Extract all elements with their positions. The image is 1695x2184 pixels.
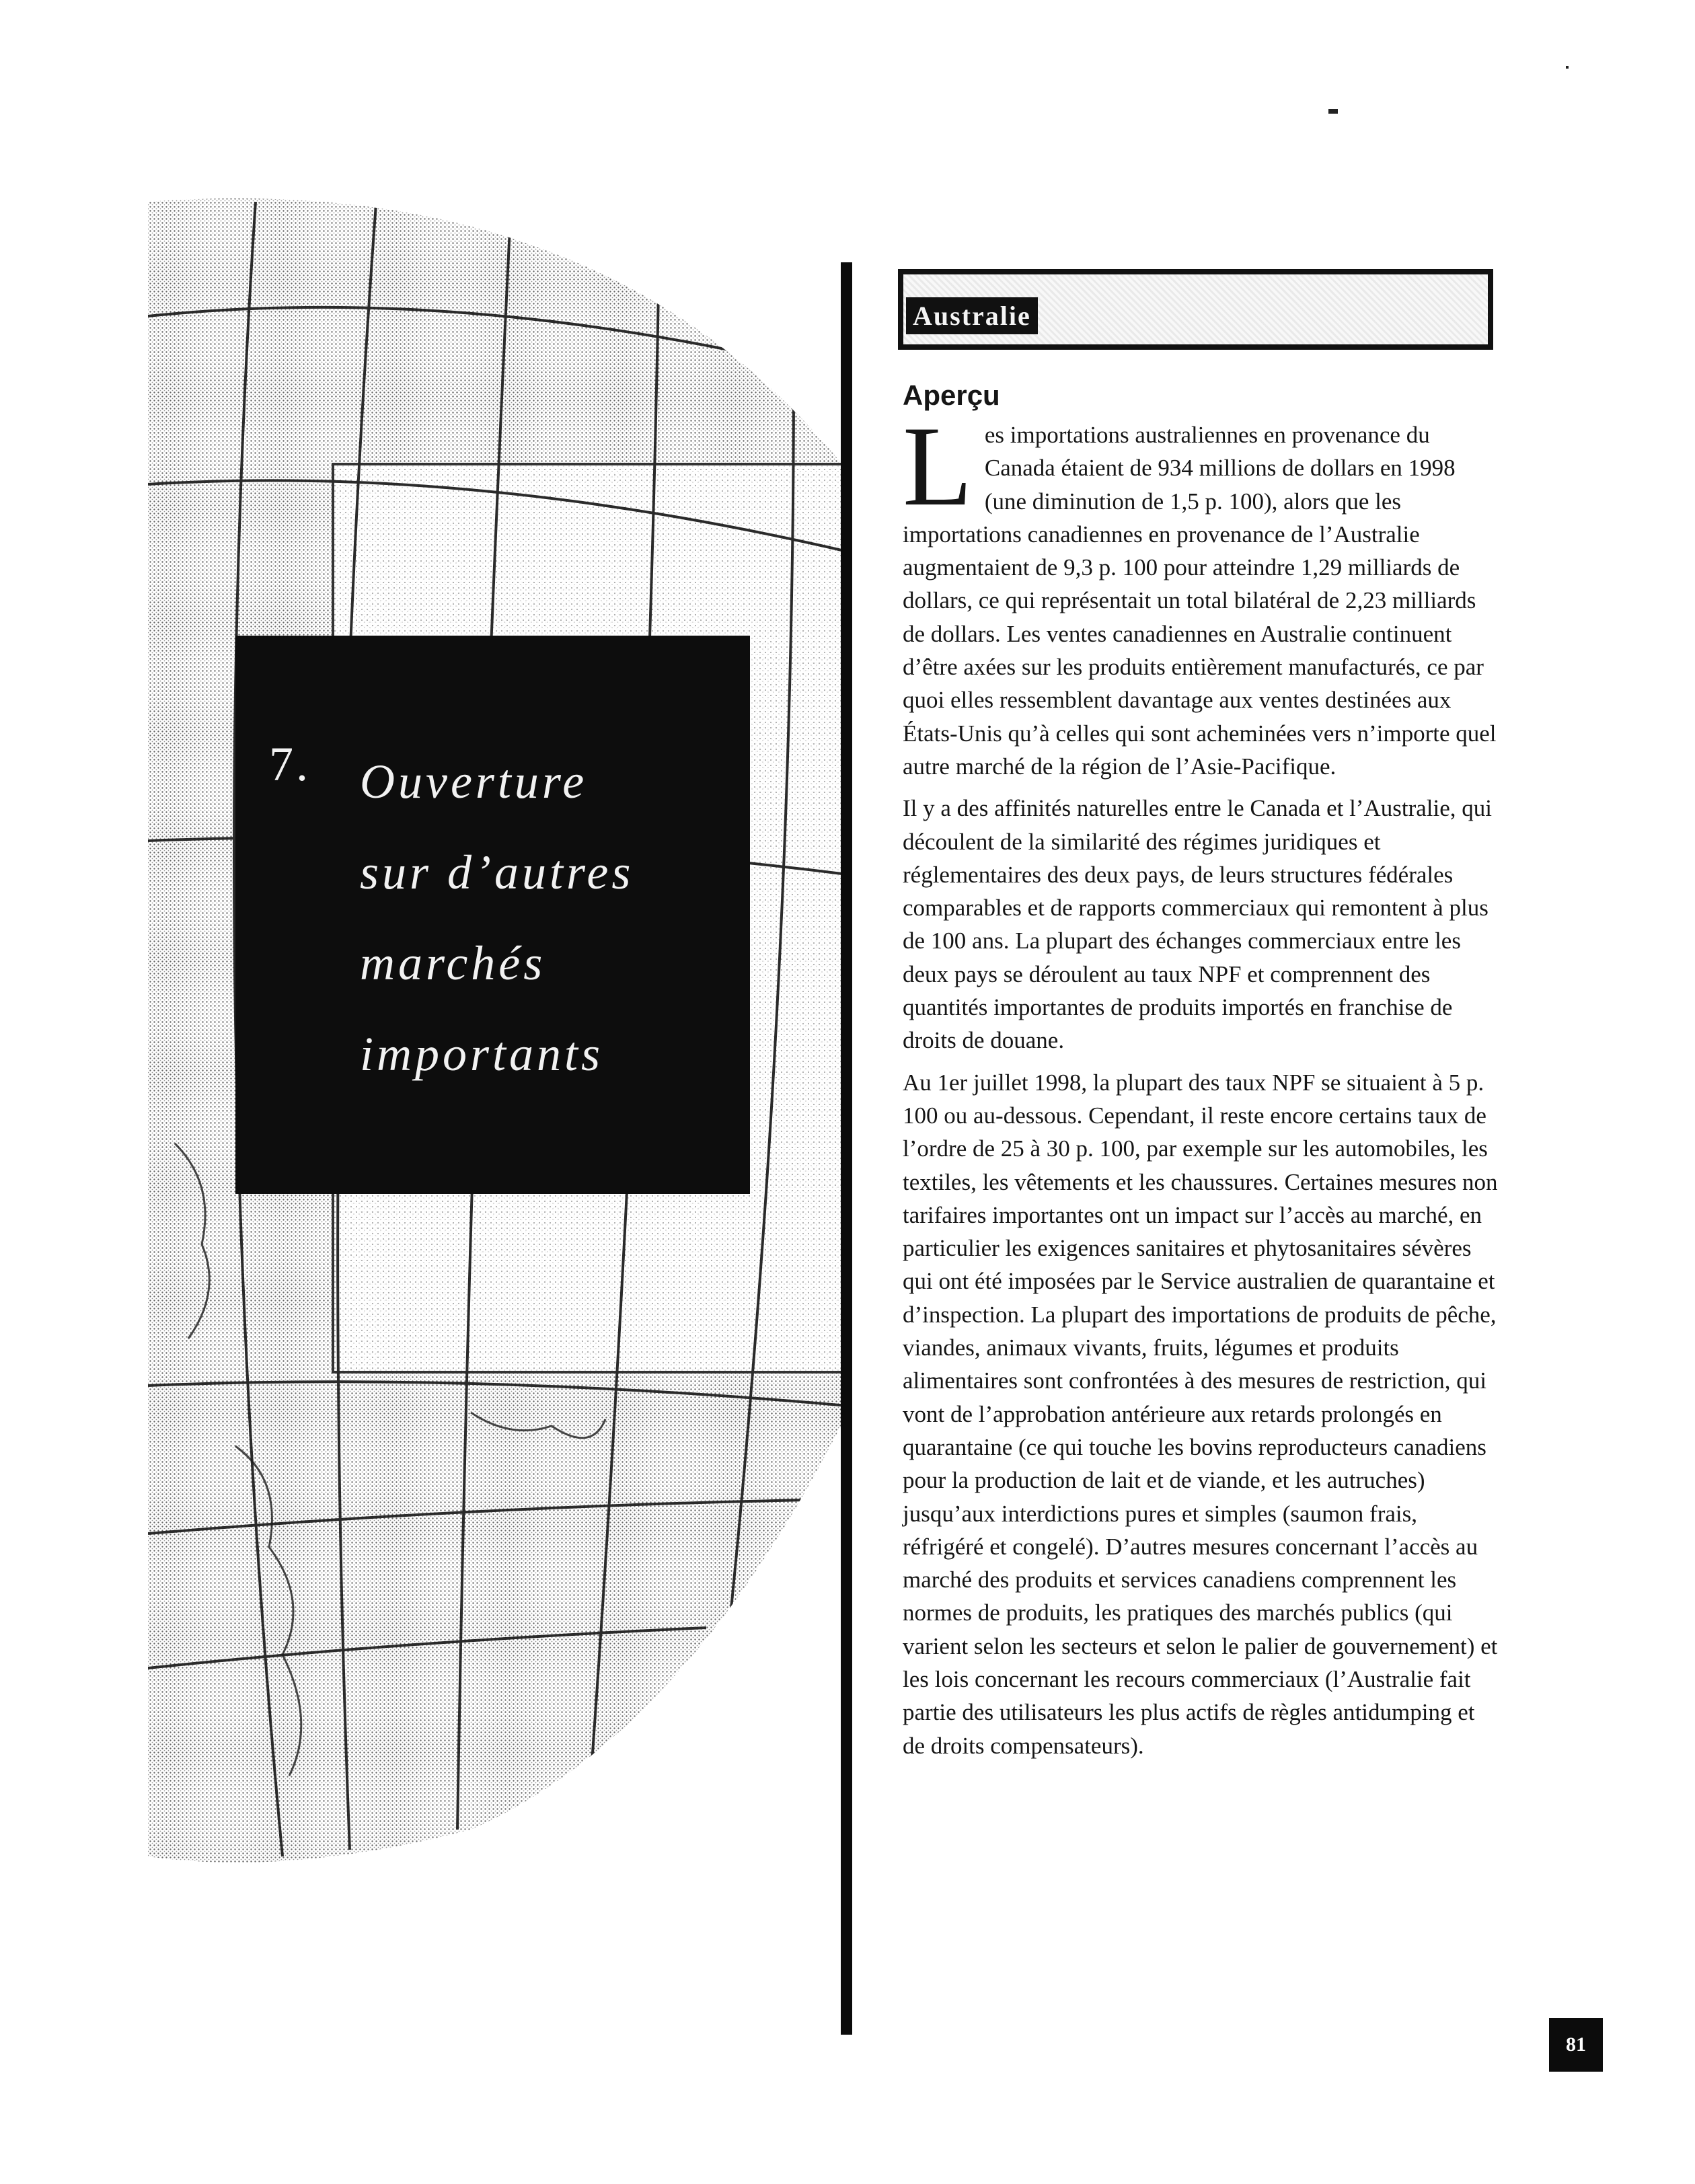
chapter-number: 7.: [269, 737, 311, 791]
chapter-title-line: importants: [360, 1027, 604, 1081]
article-body: [903, 377, 1501, 1771]
article-subhead: Aperçu: [903, 379, 1000, 411]
paragraph: Au 1er juillet 1998, la plupart des taux NPF se situaient à 5 p. 100 ou au-dessous. Cependant, il reste encore certains taux de l’ordre de 25 à 30 p. 100, par exemple sur les automobiles, les textiles, les vêtements et les chaussures. Certaines mesures non tarifaires importantes ont un impact sur l’accès au marché, en particulier les exigences sanitaires et phytosanitaires sévères qui ont été imposées par le Service australien de quarantaine et d’inspection. La plupart des importations de produits de pêche, viandes, animaux vivants, fruits, légumes et produits alimentaires sont confrontées à des mesures de restriction, qui vont de l’approbation antérieure aux retards prolongés en quarantaine (ce qui touche les bovins reproducteurs canadiens pour la production de lait et de viande, et les autruches) jusqu’aux interdictions pures et simples (saumon frais, réfrigéré et congelé). D’autres mesures concernant l’accès au marché des produits et services canadiens comprennent les normes de produits, les pratiques des marchés publics (qui varient selon les secteurs et selon le palier de gouvernement) et les lois concernant les recours commerciaux (l’Australie fait partie des utilisateurs les plus actifs de règles antidumping et de droits compensateurs).: [903, 1069, 1498, 1759]
scan-mark: [1328, 109, 1338, 114]
page-number: 81: [1549, 2018, 1603, 2072]
paragraph: [903, 403, 1501, 783]
section-label: Australie: [906, 297, 1038, 334]
drop-cap: L: [903, 403, 973, 529]
chapter-title: [360, 737, 737, 1100]
column-divider: [841, 262, 852, 2035]
section-header: [898, 269, 1493, 350]
paragraph-text: es importations australiennes en provenance du Canada étaient de 934 millions de dollars en 1998 (une diminution de 1,5 p. 100), alors que les importations canadiennes en provenance de l’Australie augmentaient de 9,3 p. 100 pour atteindre 1,29 milliards de dollars, ce qui représentait un total bilatéral de 2,23 milliards de dollars. Les ventes canadiennes en Australie continuent d’être axées sur les produits entièrement manufacturés, ce par quoi elles ressemblent davantage aux ventes destinées aux États-Unis qu’à celles qui sont acheminées vers n’importe quel autre marché de la région de l’Asie-Pacifique.: [903, 422, 1497, 780]
paragraph: Il y a des affinités naturelles entre le Canada et l’Australie, qui découlent de la similarité des régimes juridiques et réglementaires des deux pays, de leurs structures fédérales comparables et de rapports commerciaux qui remontent à plus de 100 ans. La plupart des échanges commerciaux entre les deux pays se déroulent au taux NPF et comprennent des quantités importantes de produits importés en franchise de droits de douane.: [903, 795, 1492, 1054]
chapter-title-line: Ouverture: [360, 755, 588, 808]
scan-mark: [1566, 66, 1569, 69]
chapter-title-box: [235, 636, 750, 1194]
chapter-title-line: marchés: [360, 936, 546, 990]
chapter-title-line: sur d’autres: [360, 845, 634, 899]
